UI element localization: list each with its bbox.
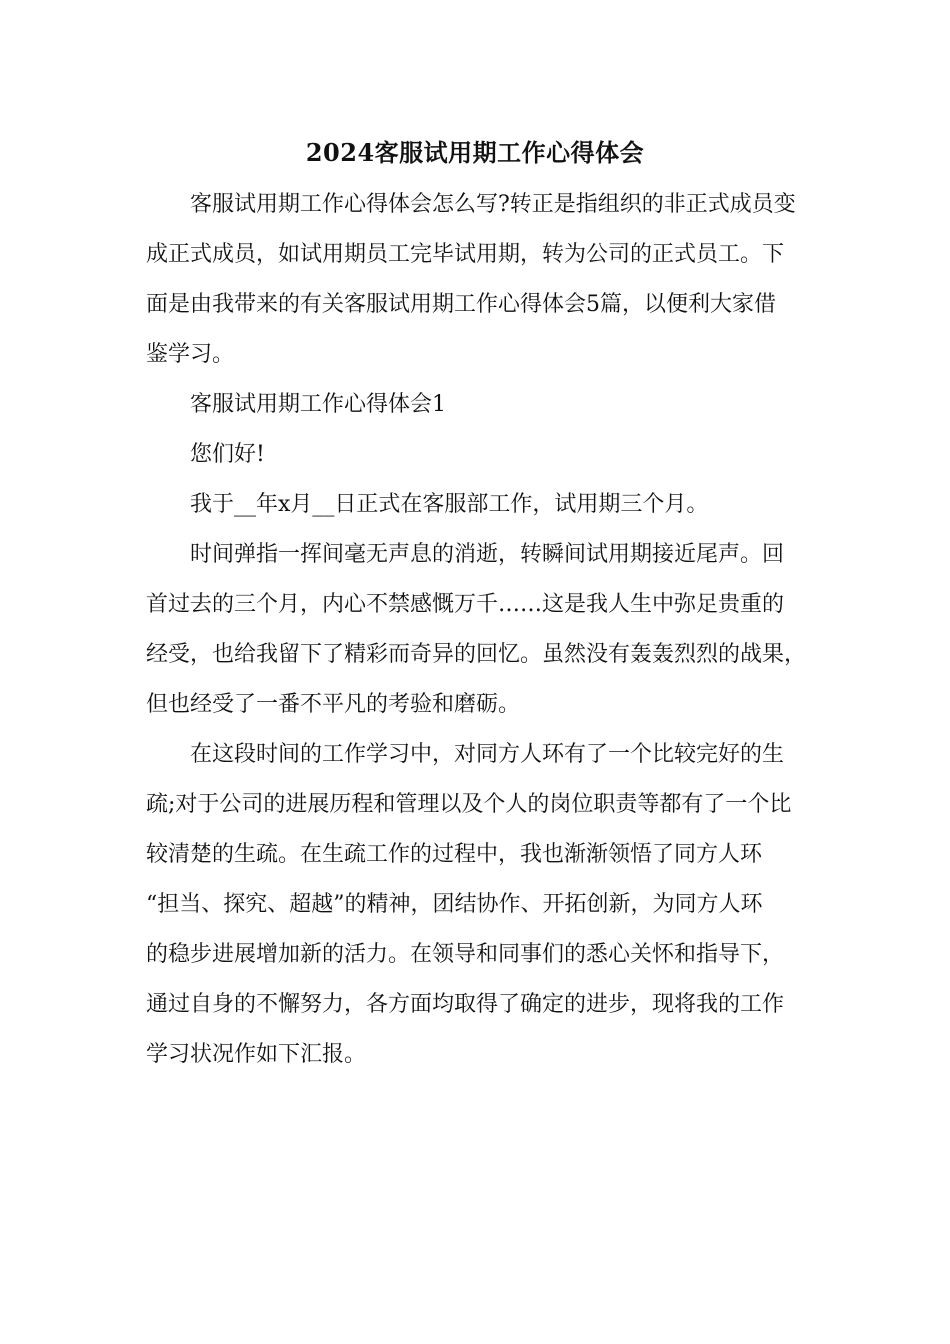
text-line: 但也经受了一番不平凡的考验和磨砺。 [146, 692, 521, 717]
text-line: 经受，也给我留下了精彩而奇异的回忆。虽然没有轰轰烈烈的战果， [146, 642, 807, 667]
text-line: 在这段时间的工作学习中，对同方人环有了一个比较完好的生 [190, 742, 785, 767]
text-line: 时间弹指一挥间毫无声息的消逝，转瞬间试用期接近尾声。回 [190, 542, 785, 567]
text-line: “担当、探究、超越”的精神，团结协作、开拓创新，为同方人环 [146, 892, 763, 917]
paragraph-learning [146, 730, 822, 1080]
paragraph-start-date [146, 480, 822, 530]
text-line: 成正式成员，如试用期员工完毕试用期，转为公司的正式员工。下 [146, 242, 785, 267]
text-line: 的稳步进展增加新的活力。在领导和同事们的悉心关怀和指导下， [146, 942, 785, 967]
text-line: 鉴学习。 [146, 342, 235, 367]
section-heading [146, 380, 822, 430]
paragraph-reflection [146, 530, 822, 730]
document-body [146, 180, 822, 1080]
text-line: 面是由我带来的有关客服试用期工作心得体会5篇，以便利大家借 [146, 292, 776, 317]
text-line: 我于__年x月__日正式在客服部工作，试用期三个月。 [190, 492, 709, 517]
greeting [146, 430, 822, 480]
text-line: 首过去的三个月，内心不禁感慨万千……这是我人生中弥足贵重的 [146, 592, 785, 617]
text-line: 疏;对于公司的进展历程和管理以及个人的岗位职责等都有了一个比 [146, 792, 792, 817]
text-line: 客服试用期工作心得体会1 [190, 392, 446, 417]
text-line: 通过自身的不懈努力，各方面均取得了确定的进步，现将我的工作 [146, 992, 785, 1017]
document-title: 2024客服试用期工作心得体会 [305, 138, 645, 167]
text-line: 客服试用期工作心得体会怎么写?转正是指组织的非正式成员变 [190, 192, 796, 217]
text-line: 较清楚的生疏。在生疏工作的过程中，我也渐渐领悟了同方人环 [146, 842, 763, 867]
paragraph-intro [146, 180, 822, 380]
text-line: 学习状况作如下汇报。 [146, 1042, 367, 1067]
text-line: 您们好! [190, 442, 265, 467]
